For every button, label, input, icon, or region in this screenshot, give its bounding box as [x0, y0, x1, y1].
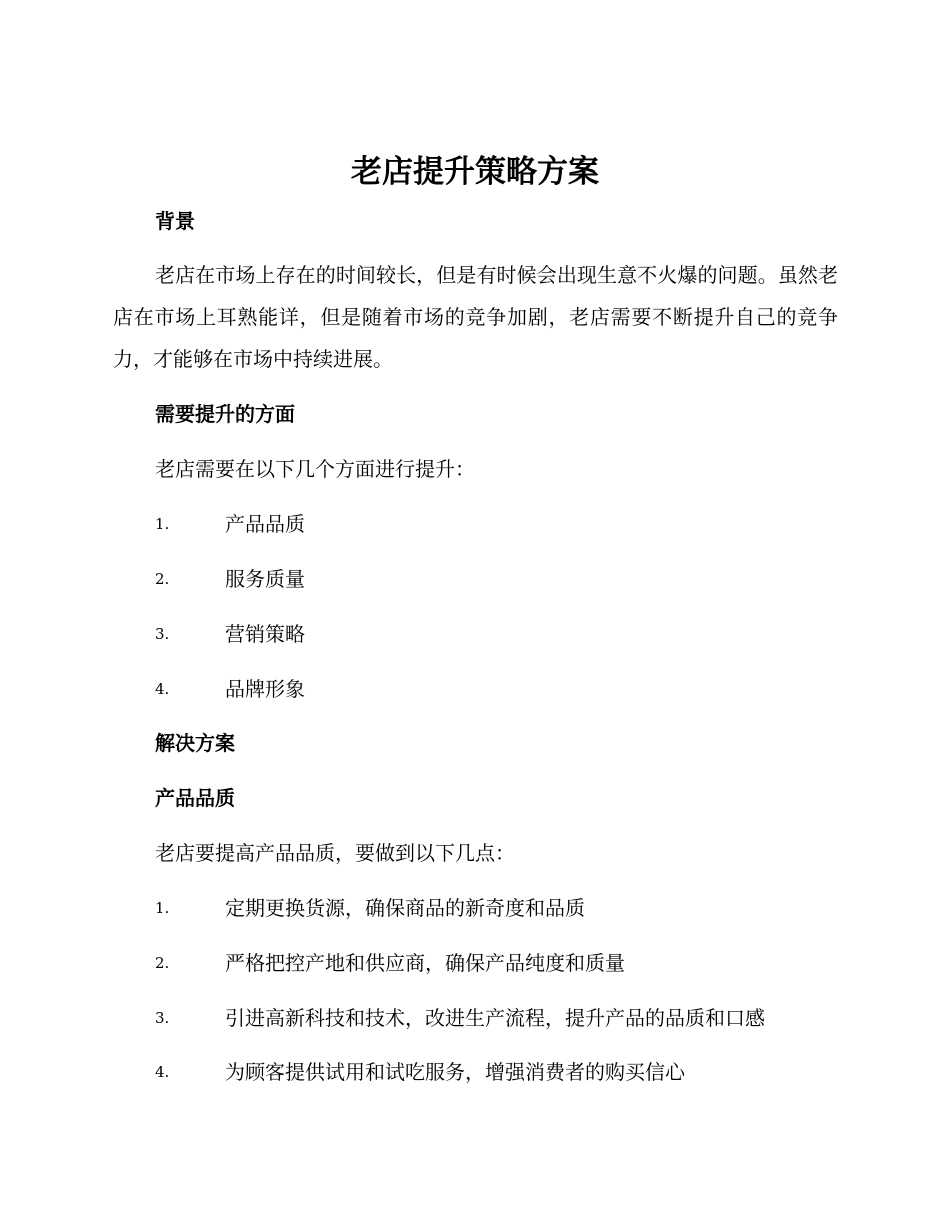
improvement-areas-intro: 老店需要在以下几个方面进行提升： — [155, 457, 475, 481]
solutions-heading: 解决方案 — [155, 731, 235, 755]
list-item-number: 4. — [155, 680, 170, 698]
list-item-text: 定期更换货源，确保商品的新奇度和品质 — [225, 896, 585, 920]
document-title: 老店提升策略方案 — [351, 154, 599, 190]
list-item-text: 为顾客提供试用和试吃服务，增强消费者的购买信心 — [225, 1060, 685, 1084]
background-paragraph: 老店在市场上存在的时间较长，但是有时候会出现生意不火爆的问题。虽然老店在市场上耳熟能详，但是随着市场的竞争加剧，老店需要不断提升自己的竞争力，才能够在市场中持续进展。 — [113, 263, 838, 371]
background-heading: 背景 — [155, 209, 195, 233]
improvement-areas-heading: 需要提升的方面 — [155, 402, 295, 426]
list-item-number: 1. — [155, 899, 170, 917]
list-item-number: 2. — [155, 954, 170, 972]
list-item-number: 4. — [155, 1063, 170, 1081]
list-item-text: 营销策略 — [225, 622, 305, 646]
list-item-number: 3. — [155, 1009, 170, 1027]
product-quality-heading: 产品品质 — [155, 786, 235, 810]
list-item-number: 1. — [155, 515, 170, 533]
list-item-number: 2. — [155, 570, 170, 588]
list-item-number: 3. — [155, 625, 170, 643]
list-item-text: 服务质量 — [225, 567, 305, 591]
list-item-text: 产品品质 — [225, 512, 305, 536]
list-item-text: 严格把控产地和供应商，确保产品纯度和质量 — [225, 951, 625, 975]
product-quality-intro: 老店要提高产品品质，要做到以下几点： — [155, 841, 515, 865]
list-item-text: 品牌形象 — [225, 677, 305, 701]
list-item-text: 引进高新科技和技术，改进生产流程，提升产品的品质和口感 — [225, 1006, 765, 1030]
